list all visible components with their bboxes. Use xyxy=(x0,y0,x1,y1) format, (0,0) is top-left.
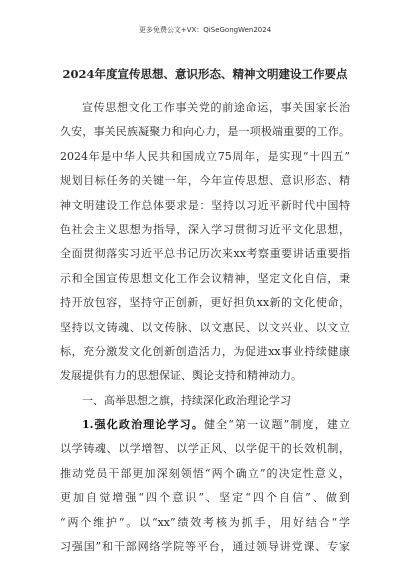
body-line xyxy=(60,511,350,535)
line-text: 习强国”和干部网络学院等平台，通过领导讲党课、专家 xyxy=(60,540,350,554)
document-title: 2024年度宣传思想、意识形态、精神文明建设工作要点 xyxy=(62,67,348,81)
line-text: 一、高举思想之旗，持续深化政治理论学习 xyxy=(82,393,291,407)
line-text: 久安，事关民族凝聚力和向心力，是一项极端重要的工作。 xyxy=(60,125,350,139)
line-text: 规划目标任务的关键一年，今年宣传思想、意识形态、精 xyxy=(60,174,350,188)
line-text: 示和全国宣传思想文化工作会议精神，坚定文化自信，秉 xyxy=(60,271,350,285)
line-text: 发展提供有力的思想保证、舆论支持和精神动力。 xyxy=(60,369,302,383)
body-line xyxy=(60,169,350,193)
line-text: 以学铸魂、以学增智、以学正风、以学促干的长效机制， xyxy=(60,442,350,456)
line-text: 全面贯彻落实习近平总书记历次来xx考察重要讲话重要指 xyxy=(60,247,350,261)
line-text: 色社会主义思想为指导，深入学习贯彻习近平文化思想， xyxy=(60,222,350,236)
body-line xyxy=(60,194,350,218)
body-line xyxy=(60,340,350,364)
body-line xyxy=(60,120,350,144)
body-line xyxy=(60,96,350,120)
line-text: 持开放包容，坚持守正创新，更好担负xx新的文化使命， xyxy=(60,296,350,310)
body-line xyxy=(60,389,350,413)
body-line xyxy=(60,413,350,437)
line-text: 推动党员干部更加深刻领悟“两个确立”的决定性意义， xyxy=(60,466,350,480)
line-text: “两个维护”。以“xx”绩效考核为抓手，用好结合“学 xyxy=(60,515,350,529)
line-text: 宣传思想文化工作事关党的前途命运，事关国家长治 xyxy=(82,101,350,114)
page-header: 更多免费公文+VX：QiSeGongWen2024 xyxy=(138,26,272,34)
body-line xyxy=(60,267,350,291)
body-line xyxy=(60,462,350,486)
line-text: 2024年是中华人民共和国成立75周年，是实现“十四五” xyxy=(60,149,350,163)
body-line xyxy=(60,437,350,461)
line-text: 健全“第一议题”制度，建立 xyxy=(203,418,350,432)
line-text: 坚持以文铸魂、以文传脉、以文惠民、以文兴业、以文立 xyxy=(60,320,350,334)
document-body xyxy=(60,96,350,559)
body-line xyxy=(60,316,350,340)
body-line xyxy=(60,291,350,315)
body-line xyxy=(60,535,350,559)
body-line xyxy=(60,242,350,266)
line-text: 更加自觉增强“四个意识”、坚定“四个自信”、做到 xyxy=(60,491,350,505)
subsection-heading: 1.强化政治理论学习。 xyxy=(82,418,204,432)
line-text: 标，充分激发文化创新创造活力，为促进xx事业持续健康 xyxy=(60,344,350,358)
body-line xyxy=(60,486,350,510)
line-text: 神文明建设工作总体要求是：坚持以习近平新时代中国特 xyxy=(60,198,350,212)
body-line xyxy=(60,145,350,169)
body-line xyxy=(60,218,350,242)
body-line xyxy=(60,364,350,388)
